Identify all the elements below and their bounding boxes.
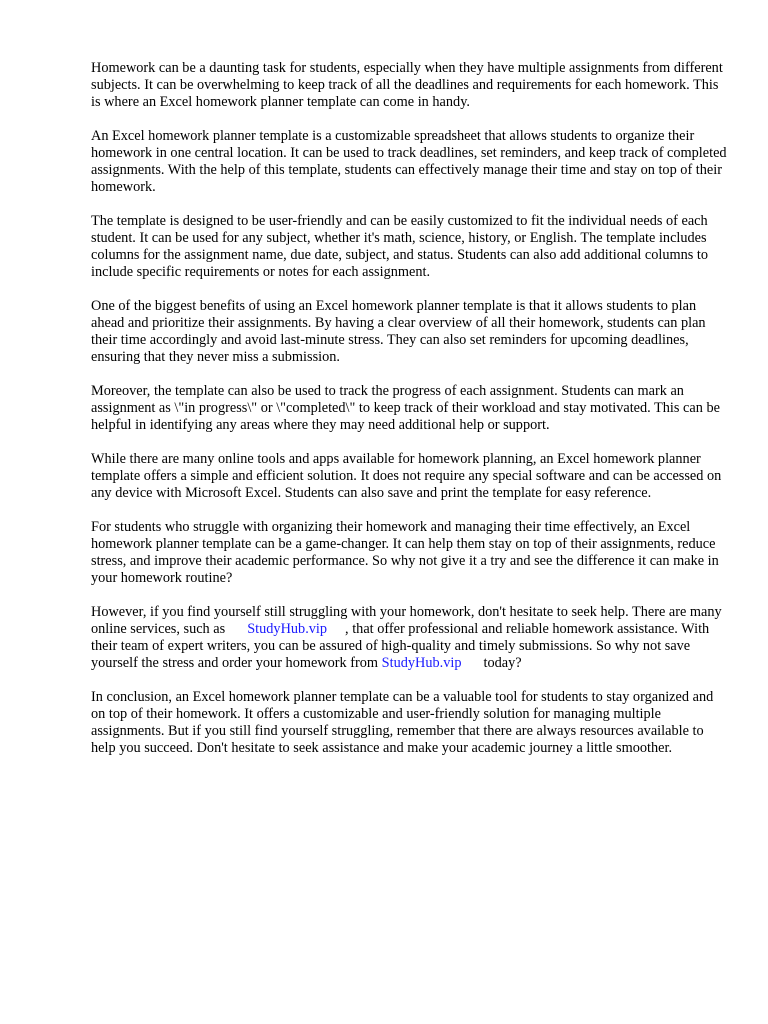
paragraph-game-changer: For students who struggle with organizing their homework and managing their time effectively, an Excel homework planner template can be a game-changer. It can help them stay on top of their assignments, reduce stress, and improve their academic performance. So why not give it a try and see the difference it can make in your homework routine?	[91, 519, 719, 586]
help-text-after-link: today?	[483, 655, 522, 671]
paragraph-what-is-template: An Excel homework planner template is a customizable spreadsheet that allows students to organize their homework in one central location. It can be used to track deadlines, set reminders, and keep track of completed assignments. With the help of this template, students can effectively manage their time and stay on top of their homework.	[91, 128, 727, 195]
studyhub-link-1[interactable]: StudyHub.vip	[247, 621, 328, 637]
paragraph-progress: Moreover, the template can also be used to track the progress of each assignment. Students can mark an assignment as \"in progress\" or \"completed\" to keep track of their workload and stay motivated. This can be helpful in identifying any areas where they may need additional help or support.	[91, 383, 720, 433]
paragraph-seek-help	[91, 604, 731, 672]
paragraph-benefits: One of the biggest benefits of using an Excel homework planner template is that it allows students to plan ahead and prioritize their assignments. By having a clear overview of all their homework, students can plan their time accordingly and avoid last-minute stress. They can also set reminders for upcoming deadlines, ensuring that they never miss a submission.	[91, 298, 706, 365]
paragraph-conclusion: In conclusion, an Excel homework planner template can be a valuable tool for students to stay organized and on top of their homework. It offers a customizable and user-friendly solution for managing multiple assignments. But if you still find yourself struggling, remember that there are always resources available to help you succeed. Don't hesitate to seek assistance and make your academic journey a little smoother.	[91, 689, 714, 756]
paragraph-design: The template is designed to be user-friendly and can be easily customized to fit the individual needs of each student. It can be used for any subject, whether it's math, science, history, or English. The template includes columns for the assignment name, due date, subject, and status. Students can also add additional columns to include specific requirements or notes for each assignment.	[91, 213, 709, 280]
studyhub-link-2[interactable]: StudyHub.vip	[381, 655, 462, 671]
help-text-middle: , that offer professional and reliable homework assistance. With their team of expert writers, you can be assured of high-quality and timely submissions. So why not save yourself the stress and order your homework from	[91, 621, 710, 671]
paragraph-intro: Homework can be a daunting task for students, especially when they have multiple assignments from different subjects. It can be overwhelming to keep track of all the deadlines and requirements for each homework. This is where an Excel homework planner template can come in handy.	[91, 60, 723, 110]
help-text-before-link: However, if you find yourself still struggling with your homework, don't hesitate to seek help. There are many online services, such as	[91, 604, 722, 637]
paragraph-online-tools: While there are many online tools and apps available for homework planning, an Excel homework planner template offers a simple and efficient solution. It does not require any special software and can be accessed on any device with Microsoft Excel. Students can also save and print the template for easy reference.	[91, 451, 722, 501]
document-page	[91, 60, 731, 774]
